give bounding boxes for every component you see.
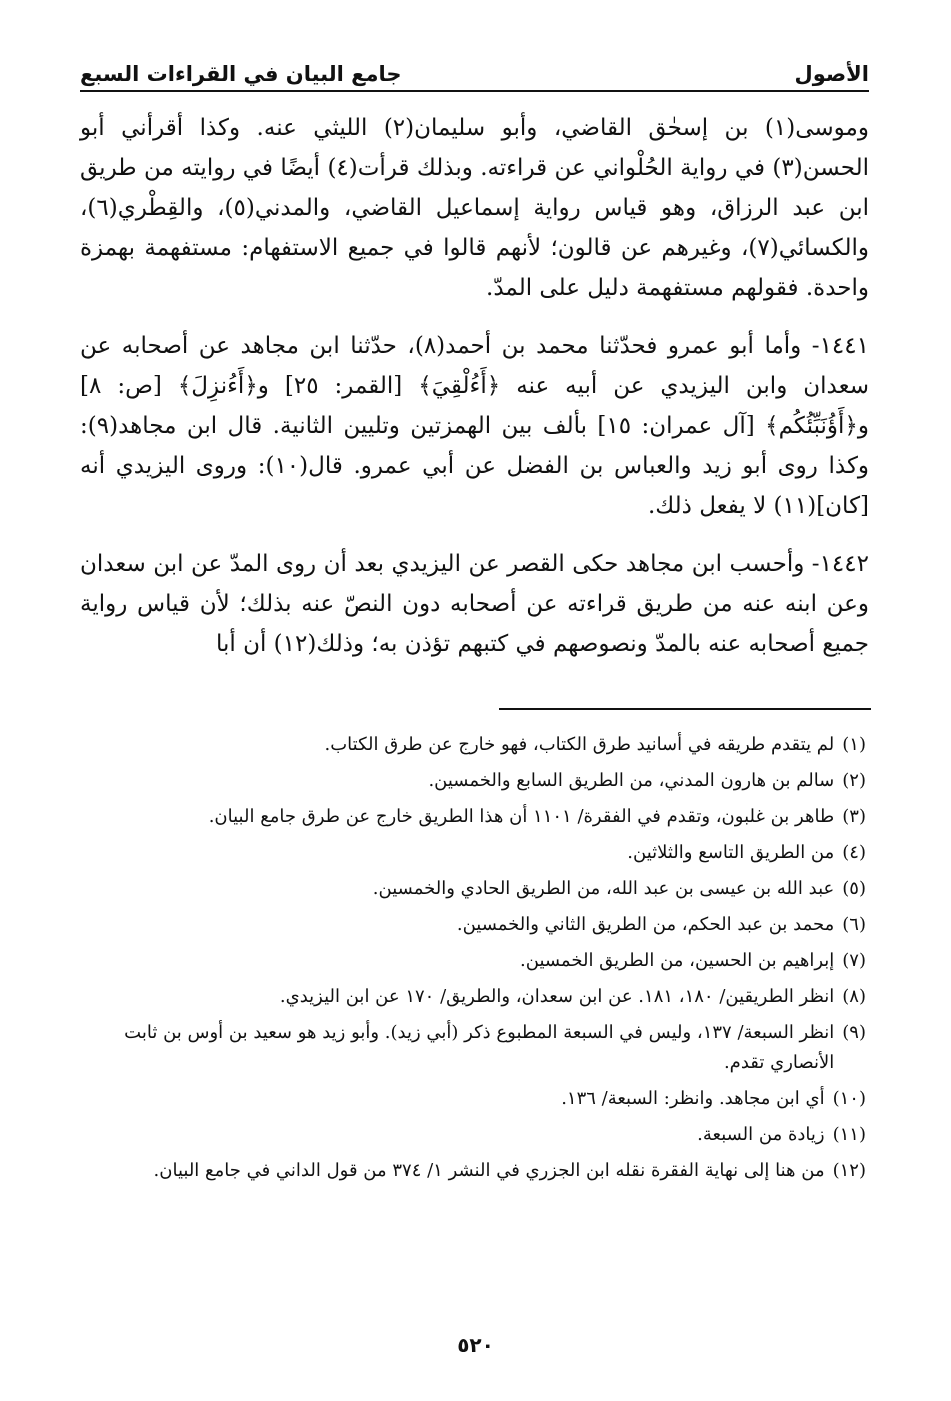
footnote [80, 802, 866, 832]
footnote [80, 1156, 866, 1186]
footnote-number: (١٢) [832, 1160, 866, 1181]
running-header [80, 52, 869, 92]
footnote-text: عبد الله بن عيسى بن عبد الله، من الطريق الحادي والخمسين. [372, 878, 835, 899]
footnote-number: (٩) [842, 1022, 866, 1043]
paragraph: ١٤٤٢- وأحسب ابن مجاهد حكى القصر عن اليزيدي بعد أن روى المدّ عن ابن سعدان وعن ابنه عنه من طريق قراءته عن أصحابه دون النصّ عنه بذلك؛ لأن قياس رواية جميع أصحابه عنه بالمدّ ونصوصهم في كتبهم تؤذن به؛ وذلك(١٢) أن أبا [80, 551, 869, 657]
paragraph: ١٤٤١- وأما أبو عمرو فحدّثنا محمد بن أحمد(٨)، حدّثنا ابن مجاهد عن أصحابه عن سعدان وابن اليزيدي عن أبيه عنه ﴿أَءُلْقِيَ﴾ [القمر: ٢٥] و﴿أَءُنزِلَ﴾ [ص: ٨] و﴿أَؤُنَبِّئُكُم﴾ [آل عمران: ١٥] بألف بين الهمزتين وتليين الثانية. قال ابن مجاهد(٩): وكذا روى أبو زيد والعباس بن الفضل عن أبي عمرو. قال(١٠): وروى اليزيدي أنه [كان](١١) لا يفعل ذلك. [80, 333, 870, 519]
paragraph: وموسى(١) بن إسحٰق القاضي، وأبو سليمان(٢) الليثي عنه. وكذا أقرأني أبو الحسن(٣) في رواية الحُلْواني عن قراءته. وبذلك قرأت(٤) أيضًا في روايته من طريق ابن عبد الرزاق، وهو قياس رواية إسماعيل القاضي، والمدني(٥)، والقِطْري(٦)، والكسائي(٧)، وغيرهم عن قالون؛ لأنهم قالوا في جميع الاستفهام: مستفهمة بهمزة واحدة. فقولهم مستفهمة دليل على المدّ. [80, 115, 869, 301]
footnote-number: (١) [842, 734, 866, 755]
footnote-separator [499, 708, 871, 710]
footnote-text: من هنا إلى نهاية الفقرة نقله ابن الجزري في النشر ١/ ٣٧٤ من قول الداني في جامع البيان. [153, 1160, 825, 1181]
footnote-number: (٥) [842, 878, 866, 899]
footnote-text: طاهر بن غلبون، وتقدم في الفقرة/ ١١٠١ أن هذا الطريق خارج عن طرق جامع البيان. [208, 806, 835, 827]
footnote [80, 1084, 866, 1114]
footnote-text: سالم بن هارون المدني، من الطريق السابع والخمسين. [428, 770, 835, 791]
main-text [80, 108, 869, 682]
footnote [80, 874, 866, 904]
footnote [80, 982, 866, 1012]
footnote-text: لم يتقدم طريقه في أسانيد طرق الكتاب، فهو خارج عن طرق الكتاب. [324, 734, 835, 755]
footnote [80, 1120, 866, 1150]
footnote-text: من الطريق التاسع والثلاثين. [627, 842, 835, 863]
section-title: الأصول [794, 62, 869, 86]
footnote-number: (٦) [842, 914, 866, 935]
footnote-text: انظر الطريقين/ ١٨٠، ١٨١. عن ابن سعدان، والطريق/ ١٧٠ عن ابن اليزيدي. [279, 986, 835, 1007]
footnote-number: (٤) [842, 842, 866, 863]
footnote-text: زيادة من السبعة. [697, 1124, 825, 1145]
footnote-number: (٨) [842, 986, 866, 1007]
footnote-number: (٢) [842, 770, 866, 791]
footnote-number: (١١) [832, 1124, 866, 1145]
book-title: جامع البيان في القراءات السبع [80, 62, 402, 86]
footnote [80, 730, 866, 760]
footnote-text: انظر السبعة/ ١٣٧، وليس في السبعة المطبوع ذكر (أبي زيد). وأبو زيد هو سعيد بن أوس بن ثابت الأنصاري تقدم. [124, 1022, 835, 1073]
footnotes [80, 730, 866, 1192]
footnote [80, 1018, 866, 1078]
page-number: ٥٢٠ [457, 1333, 494, 1357]
footnote-text: محمد بن عبد الحكم، من الطريق الثاني والخمسين. [456, 914, 835, 935]
footnote [80, 910, 866, 940]
footnote [80, 946, 866, 976]
footnote-text: أي ابن مجاهد. وانظر: السبعة/ ١٣٦. [561, 1088, 825, 1109]
footnote-number: (٣) [842, 806, 866, 827]
footnote [80, 766, 866, 796]
footnote-number: (٧) [842, 950, 866, 971]
footnote-number: (١٠) [832, 1088, 866, 1109]
footnote [80, 838, 866, 868]
footnote-text: إبراهيم بن الحسين، من الطريق الخمسين. [520, 950, 835, 971]
